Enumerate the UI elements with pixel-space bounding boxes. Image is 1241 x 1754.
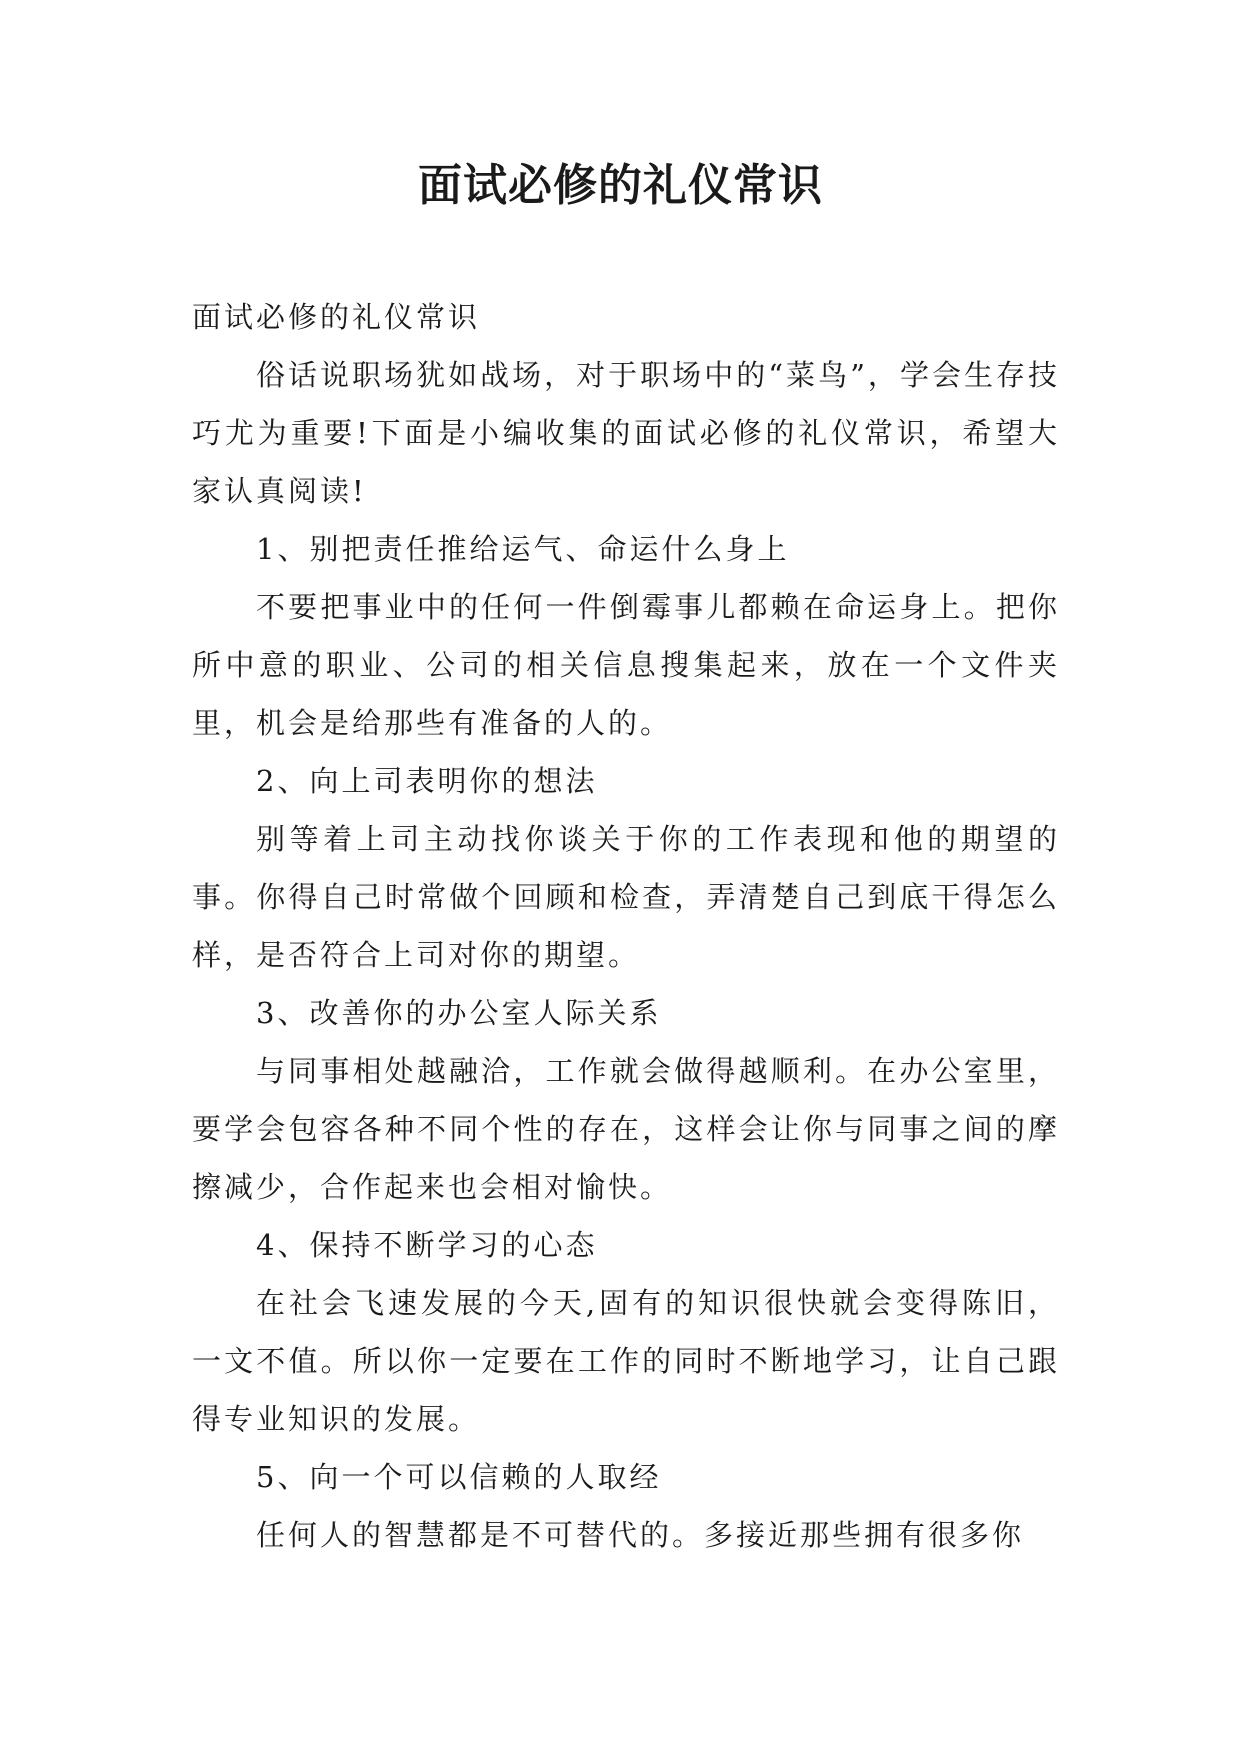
paragraph-item-2: 别等着上司主动找你谈关于你的工作表现和他的期望的事。你得自己时常做个回顾和检查，弄清楚自己到底干得怎么样，是否符合上司对你的期望。 [192, 822, 1060, 972]
paragraph-subtitle: 面试必修的礼仪常识 [192, 300, 481, 334]
heading-item-3: 3、改善你的办公室人际关系 [256, 996, 662, 1030]
paragraph-item-4: 在社会飞速发展的今天,固有的知识很快就会变得陈旧，一文不值。所以你一定要在工作的同时不断地学习，让自己跟得专业知识的发展。 [192, 1286, 1060, 1436]
page-title: 面试必修的礼仪常识 [418, 160, 823, 211]
paragraph-intro: 俗话说职场犹如战场，对于职场中的“菜鸟”，学会生存技巧尤为重要!下面是小编收集的面试必修的礼仪常识，希望大家认真阅读! [192, 358, 1060, 508]
paragraph-item-3: 与同事相处越融洽，工作就会做得越顺利。在办公室里，要学会包容各种不同个性的存在，这样会让你与同事之间的摩擦减少，合作起来也会相对愉快。 [192, 1054, 1060, 1204]
document-body [192, 288, 1060, 1564]
paragraph-item-5: 任何人的智慧都是不可替代的。多接近那些拥有很多你 [256, 1518, 1025, 1552]
heading-item-1: 1、别把责任推给运气、命运什么身上 [256, 532, 790, 566]
heading-item-4: 4、保持不断学习的心态 [256, 1228, 598, 1262]
paragraph-item-1: 不要把事业中的任何一件倒霉事儿都赖在命运身上。把你所中意的职业、公司的相关信息搜集起来，放在一个文件夹里，机会是给那些有准备的人的。 [192, 590, 1060, 740]
heading-item-5: 5、向一个可以信赖的人取经 [256, 1460, 662, 1494]
heading-item-2: 2、向上司表明你的想法 [256, 764, 598, 798]
